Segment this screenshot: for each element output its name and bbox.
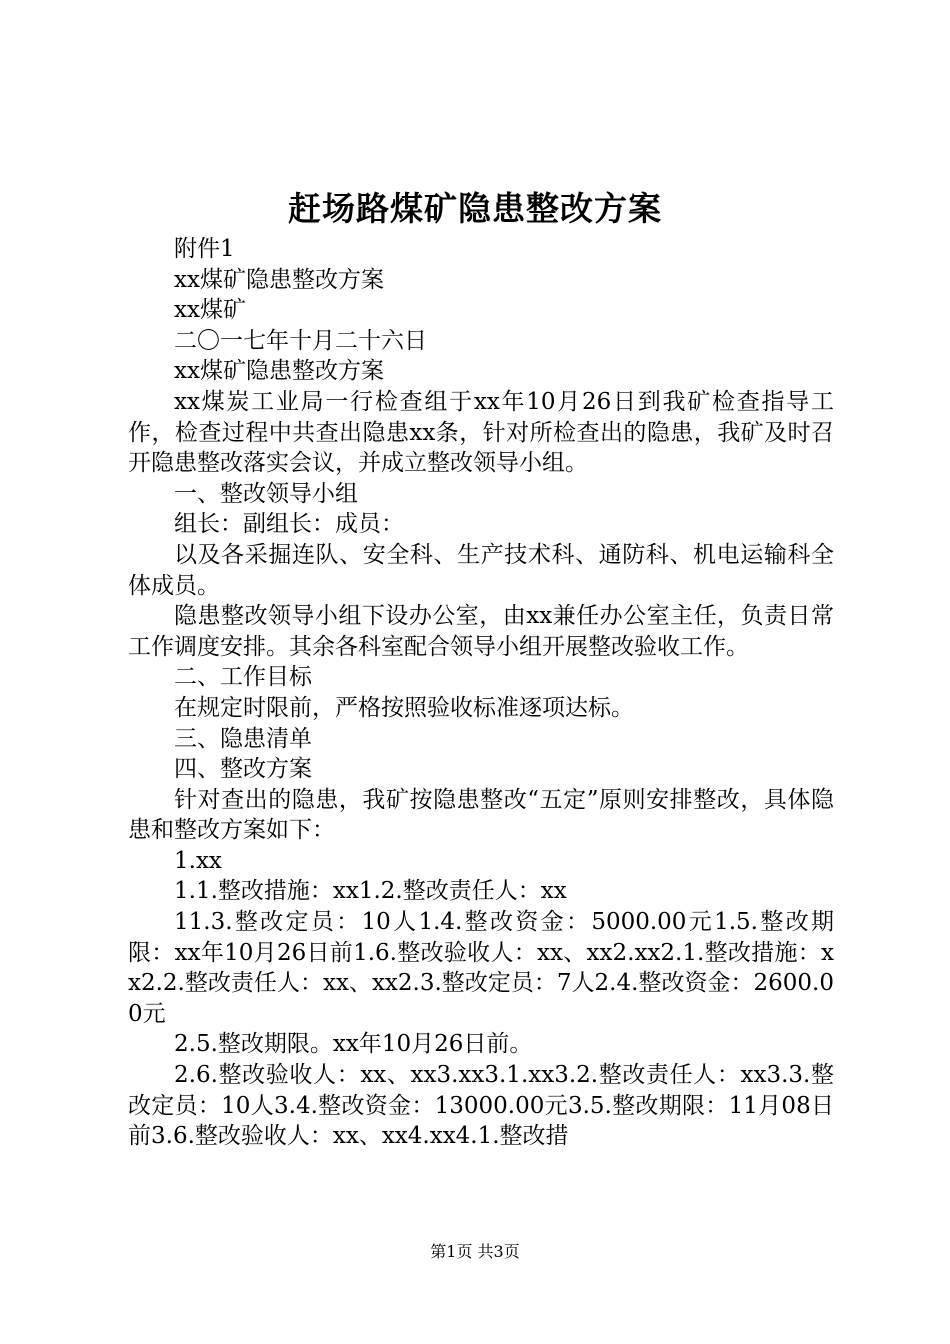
page-footer: 第1页 共3页: [430, 1242, 520, 1261]
paragraph: 隐患整改领导小组下设办公室，由xx兼任办公室主任，负责日常工作调度安排。其余各科室配合领导小组开展整改验收工作。: [128, 603, 834, 660]
section-heading: 四、整改方案: [174, 756, 312, 783]
paragraph: 2.6.整改验收人：xx、xx3.xx3.1.xx3.2.整改责任人：xx3.3.整改定员：10人3.4.整改资金：13000.00元3.5.整改期限：11月08日前3.6.整改验收人：xx、xx4.xx4.1.整改措: [128, 1062, 834, 1150]
paragraph: 针对查出的隐患，我矿按隐患整改“五定”原则安排整改，具体隐患和整改方案如下：: [128, 786, 834, 844]
paragraph: 11.3.整改定员：10人1.4.整改资金：5000.00元1.5.整改期限：xx年10月26日前1.6.整改验收人：xx、xx2.xx2.1.整改措施：xx2.2.整改责任人：xx、xx2.3.整改定员：7人2.4.整改资金：2600.00元: [128, 909, 834, 1027]
paragraph: xx煤矿隐患整改方案: [174, 266, 384, 293]
paragraph: 1.xx: [174, 847, 222, 874]
section-heading: 一、整改领导小组: [174, 480, 358, 507]
paragraph: xx煤炭工业局一行检查组于xx年10月26日到我矿检查指导工作，检查过程中共查出隐患xx条，针对所检查出的隐患，我矿及时召开隐患整改落实会议，并成立整改领导小组。: [128, 388, 834, 477]
document-title: 赶场路煤矿隐患整改方案: [288, 189, 662, 228]
section-heading: 二、工作目标: [174, 664, 312, 691]
document-body: [128, 234, 834, 1152]
paragraph: 在规定时限前，严格按照验收标准逐项达标。: [174, 694, 634, 721]
paragraph: 附件1: [174, 236, 235, 262]
paragraph: xx煤矿隐患整改方案: [174, 358, 384, 385]
section-heading: 三、隐患清单: [174, 725, 312, 752]
paragraph: 组长：副组长：成员：: [174, 511, 404, 538]
paragraph: 以及各采掘连队、安全科、生产技术科、通防科、机电运输科全体成员。: [128, 541, 834, 599]
paragraph: 1.1.整改措施：xx1.2.整改责任人：xx: [174, 878, 567, 905]
paragraph: 2.5.整改期限。xx年10月26日前。: [174, 1031, 533, 1058]
paragraph: 二〇一七年十月二十六日: [174, 327, 427, 354]
paragraph: xx煤矿: [174, 297, 246, 324]
